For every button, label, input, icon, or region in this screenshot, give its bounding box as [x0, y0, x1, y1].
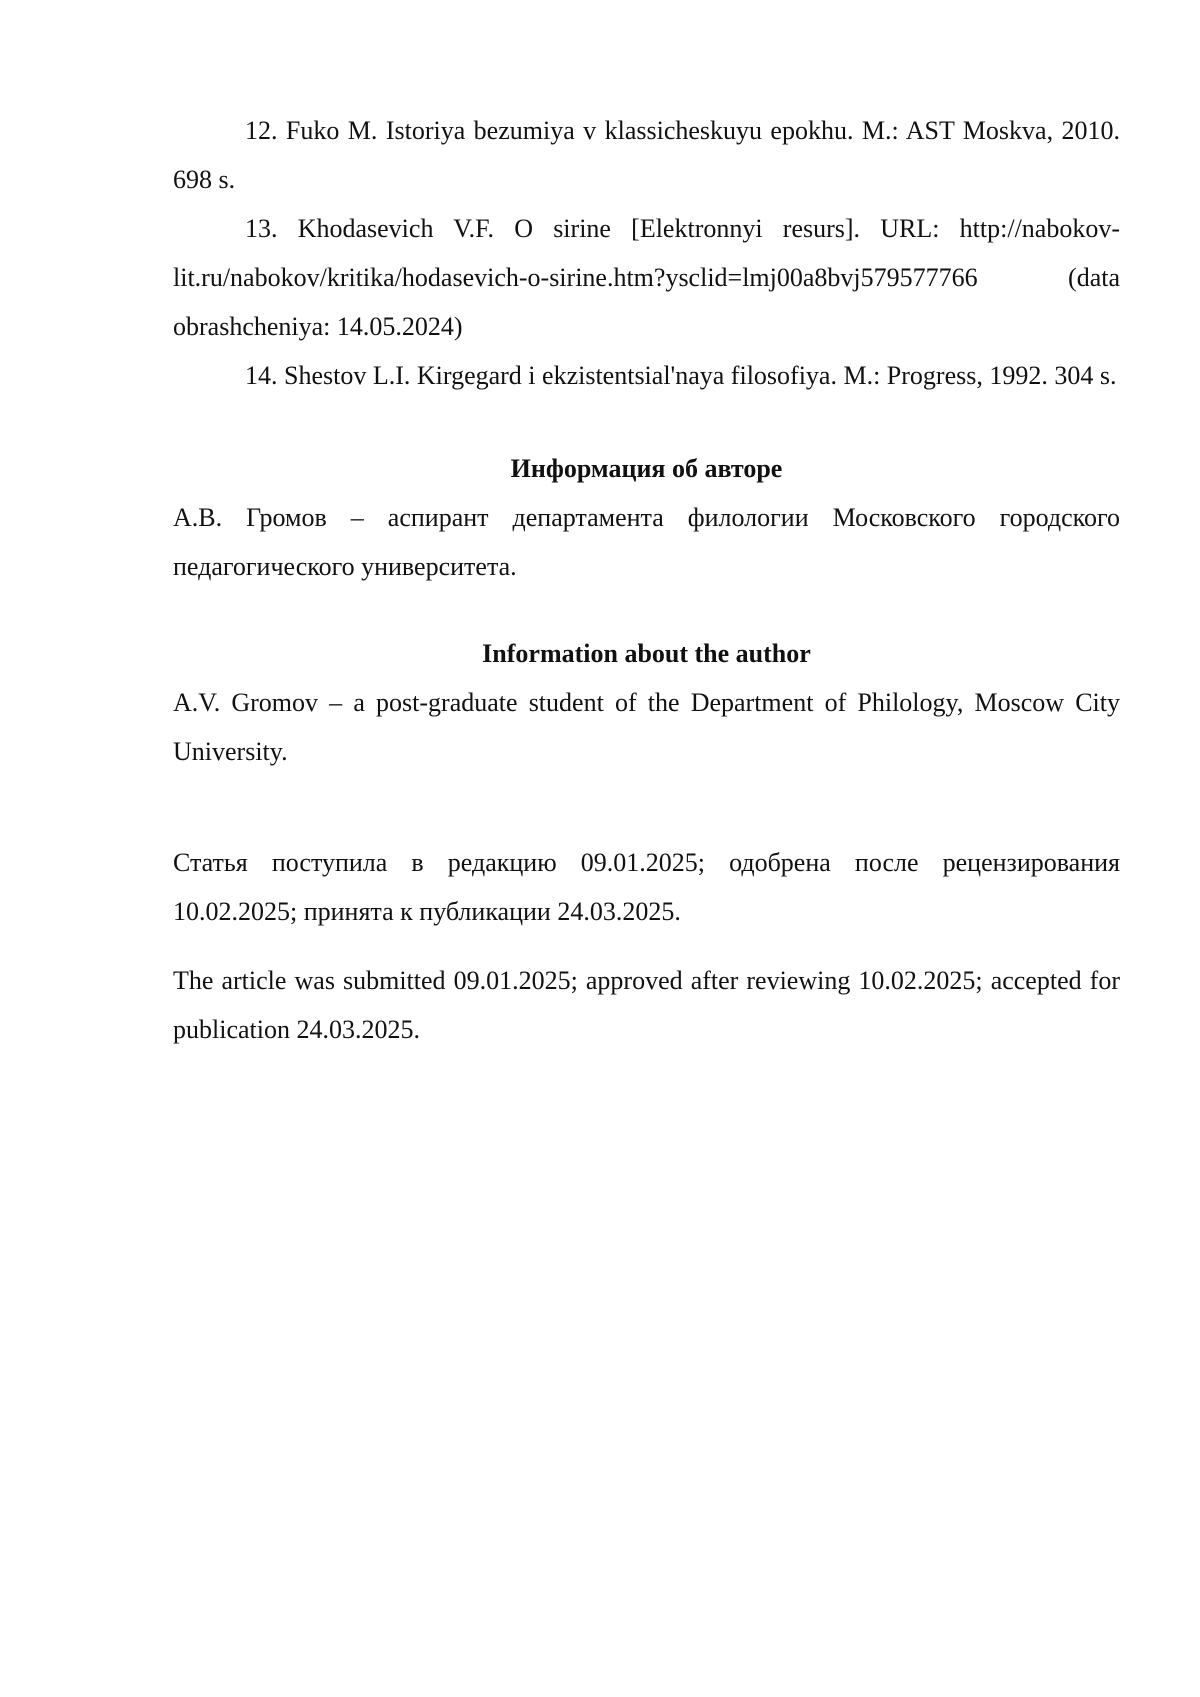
reference-list	[173, 106, 1120, 400]
reference-item: 13. Khodasevich V.F. O sirine [Elektronnyi resurs]. URL: http://nabokov-lit.ru/nabokov/kritika/hodasevich-o-sirine.htm?ysclid=lmj00a8bvj579577766 (data obrashcheniya: 14.05.2024)	[173, 214, 1120, 341]
author-info-ru-text: А.В. Громов – аспирант департамента филологии Московского городского педагогического университета.	[173, 503, 1120, 581]
article-dates-en: The article was submitted 09.01.2025; approved after reviewing 10.02.2025; accepted for publication 24.03.2025.	[173, 966, 1120, 1044]
reference-item: 12. Fuko M. Istoriya bezumiya v klassicheskuyu epokhu. M.: AST Moskva, 2010. 698 s.	[173, 116, 1120, 194]
article-dates-ru: Статья поступила в редакцию 09.01.2025; одобрена после рецензирования 10.02.2025; принята к публикации 24.03.2025.	[173, 848, 1120, 926]
author-info-en-text: A.V. Gromov – a post-graduate student of the Department of Philology, Moscow City University.	[173, 688, 1120, 766]
author-info-ru	[173, 444, 1120, 591]
reference-item: 14. Shestov L.I. Kirgegard i ekzistentsial'naya filosofiya. M.: Progress, 1992. 304 s.	[245, 361, 1117, 390]
page-content	[173, 106, 1120, 1054]
author-info-en	[173, 629, 1120, 776]
author-info-ru-heading: Информация об авторе	[510, 454, 783, 483]
author-info-en-heading: Information about the author	[482, 639, 811, 668]
